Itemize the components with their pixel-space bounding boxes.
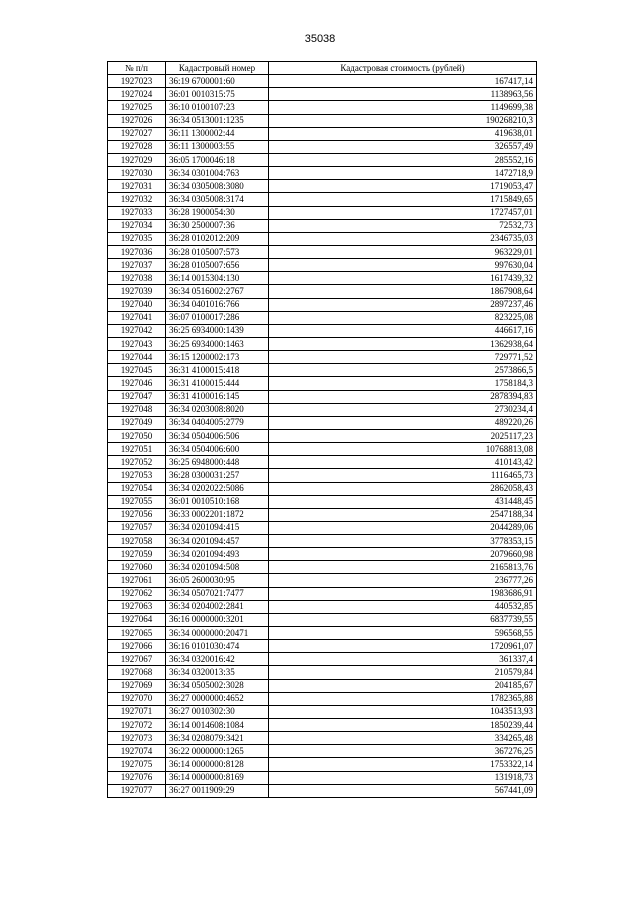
table-row bbox=[108, 180, 537, 193]
row-number: 1927075 bbox=[108, 758, 166, 771]
table-row bbox=[108, 259, 537, 272]
row-number: 1927048 bbox=[108, 403, 166, 416]
cadastral-value: 1472718,9 bbox=[269, 167, 537, 180]
cadastral-value: 1782365,88 bbox=[269, 692, 537, 705]
cadastral-value: 10768813,08 bbox=[269, 443, 537, 456]
table-row bbox=[108, 245, 537, 258]
cadastral-number: 36:05 1700046:18 bbox=[166, 153, 269, 166]
table-row bbox=[108, 719, 537, 732]
cadastral-value: 1867908,64 bbox=[269, 285, 537, 298]
cadastral-value: 1753322,14 bbox=[269, 758, 537, 771]
cadastral-number: 36:19 6700001:60 bbox=[166, 75, 269, 88]
cadastral-value: 1617439,32 bbox=[269, 272, 537, 285]
cadastral-value: 446617,16 bbox=[269, 324, 537, 337]
row-number: 1927060 bbox=[108, 561, 166, 574]
table-row bbox=[108, 311, 537, 324]
table-row bbox=[108, 627, 537, 640]
cadastral-number: 36:34 0000000:20471 bbox=[166, 627, 269, 640]
cadastral-value: 1362938,64 bbox=[269, 337, 537, 350]
cadastral-value: 1719053,47 bbox=[269, 180, 537, 193]
row-number: 1927053 bbox=[108, 469, 166, 482]
table-row bbox=[108, 167, 537, 180]
row-number: 1927062 bbox=[108, 587, 166, 600]
table-row bbox=[108, 140, 537, 153]
cadastral-value: 210579,84 bbox=[269, 666, 537, 679]
row-number: 1927045 bbox=[108, 364, 166, 377]
row-number: 1927059 bbox=[108, 548, 166, 561]
cadastral-number: 36:31 4100016:145 bbox=[166, 390, 269, 403]
table-row bbox=[108, 600, 537, 613]
row-number: 1927024 bbox=[108, 88, 166, 101]
row-number: 1927070 bbox=[108, 692, 166, 705]
row-number: 1927056 bbox=[108, 508, 166, 521]
table-row bbox=[108, 692, 537, 705]
cadastral-number: 36:34 0507021:7477 bbox=[166, 587, 269, 600]
row-number: 1927043 bbox=[108, 337, 166, 350]
header-row-number: № п/п bbox=[108, 62, 166, 75]
cadastral-number: 36:34 0201094:508 bbox=[166, 561, 269, 574]
table-row bbox=[108, 548, 537, 561]
row-number: 1927071 bbox=[108, 705, 166, 718]
cadastral-value: 2165813,76 bbox=[269, 561, 537, 574]
table-body bbox=[108, 75, 537, 798]
cadastral-value: 1720961,07 bbox=[269, 640, 537, 653]
cadastral-value: 2897237,46 bbox=[269, 298, 537, 311]
row-number: 1927030 bbox=[108, 167, 166, 180]
cadastral-number: 36:14 0000000:8169 bbox=[166, 771, 269, 784]
cadastral-number: 36:16 0101030:474 bbox=[166, 640, 269, 653]
table-row bbox=[108, 377, 537, 390]
table-row bbox=[108, 127, 537, 140]
cadastral-value: 2044289,06 bbox=[269, 521, 537, 534]
row-number: 1927036 bbox=[108, 245, 166, 258]
cadastral-number: 36:34 0301004:763 bbox=[166, 167, 269, 180]
cadastral-value: 2346735,03 bbox=[269, 232, 537, 245]
table-row bbox=[108, 285, 537, 298]
cadastral-value: 1116465,73 bbox=[269, 469, 537, 482]
cadastral-value: 167417,14 bbox=[269, 75, 537, 88]
cadastral-value: 963229,01 bbox=[269, 245, 537, 258]
cadastral-number: 36:11 1300003:55 bbox=[166, 140, 269, 153]
cadastral-value: 2862058,43 bbox=[269, 482, 537, 495]
cadastral-value: 419638,01 bbox=[269, 127, 537, 140]
table-row bbox=[108, 561, 537, 574]
row-number: 1927066 bbox=[108, 640, 166, 653]
cadastral-value: 1138963,56 bbox=[269, 88, 537, 101]
table-row bbox=[108, 482, 537, 495]
table-row bbox=[108, 114, 537, 127]
cadastral-number: 36:22 0000000:1265 bbox=[166, 745, 269, 758]
row-number: 1927029 bbox=[108, 153, 166, 166]
cadastral-value: 131918,73 bbox=[269, 771, 537, 784]
table-row bbox=[108, 705, 537, 718]
table-row bbox=[108, 495, 537, 508]
cadastral-number: 36:34 0516002:2767 bbox=[166, 285, 269, 298]
cadastral-number: 36:01 0010510:168 bbox=[166, 495, 269, 508]
cadastral-number: 36:34 0201094:493 bbox=[166, 548, 269, 561]
cadastral-number: 36:31 4100015:418 bbox=[166, 364, 269, 377]
cadastral-value: 3778353,15 bbox=[269, 535, 537, 548]
table-row bbox=[108, 613, 537, 626]
cadastral-number: 36:15 1200002:173 bbox=[166, 351, 269, 364]
row-number: 1927028 bbox=[108, 140, 166, 153]
cadastral-number: 36:07 0100017:286 bbox=[166, 311, 269, 324]
table-row bbox=[108, 101, 537, 114]
row-number: 1927041 bbox=[108, 311, 166, 324]
table-row bbox=[108, 443, 537, 456]
table-row bbox=[108, 298, 537, 311]
row-number: 1927033 bbox=[108, 206, 166, 219]
cadastral-number: 36:34 0505002:3028 bbox=[166, 679, 269, 692]
cadastral-number: 36:34 0305008:3174 bbox=[166, 193, 269, 206]
table-row bbox=[108, 219, 537, 232]
cadastral-value: 2878394,83 bbox=[269, 390, 537, 403]
cadastral-number: 36:25 6934000:1439 bbox=[166, 324, 269, 337]
cadastral-number: 36:34 0401016:766 bbox=[166, 298, 269, 311]
row-number: 1927039 bbox=[108, 285, 166, 298]
cadastral-value: 190268210,3 bbox=[269, 114, 537, 127]
cadastral-number: 36:30 2500007:36 bbox=[166, 219, 269, 232]
row-number: 1927034 bbox=[108, 219, 166, 232]
cadastral-value: 440532,85 bbox=[269, 600, 537, 613]
cadastral-value: 236777,26 bbox=[269, 574, 537, 587]
table-row bbox=[108, 364, 537, 377]
cadastral-value: 2025117,23 bbox=[269, 429, 537, 442]
table-row bbox=[108, 416, 537, 429]
cadastral-value: 823225,08 bbox=[269, 311, 537, 324]
cadastral-value: 285552,16 bbox=[269, 153, 537, 166]
cadastral-number: 36:16 0000000:3201 bbox=[166, 613, 269, 626]
table-row bbox=[108, 324, 537, 337]
table-row bbox=[108, 390, 537, 403]
row-number: 1927051 bbox=[108, 443, 166, 456]
row-number: 1927049 bbox=[108, 416, 166, 429]
row-number: 1927037 bbox=[108, 259, 166, 272]
table-row bbox=[108, 574, 537, 587]
table-row bbox=[108, 758, 537, 771]
row-number: 1927035 bbox=[108, 232, 166, 245]
row-number: 1927040 bbox=[108, 298, 166, 311]
table-row bbox=[108, 403, 537, 416]
table-row bbox=[108, 351, 537, 364]
cadastral-number: 36:10 0100107:23 bbox=[166, 101, 269, 114]
cadastral-number: 36:34 0305008:3080 bbox=[166, 180, 269, 193]
cadastral-number: 36:34 0208079:3421 bbox=[166, 732, 269, 745]
table-row bbox=[108, 587, 537, 600]
page-number: 35038 bbox=[304, 33, 336, 45]
cadastral-value: 367276,25 bbox=[269, 745, 537, 758]
row-number: 1927064 bbox=[108, 613, 166, 626]
row-number: 1927057 bbox=[108, 521, 166, 534]
header-cadastral-value: Кадастровая стоимость (рублей) bbox=[269, 62, 537, 75]
table-row bbox=[108, 193, 537, 206]
row-number: 1927025 bbox=[108, 101, 166, 114]
row-number: 1927054 bbox=[108, 482, 166, 495]
cadastral-value: 1715849,65 bbox=[269, 193, 537, 206]
table-row bbox=[108, 535, 537, 548]
cadastral-value: 1758184,3 bbox=[269, 377, 537, 390]
row-number: 1927061 bbox=[108, 574, 166, 587]
cadastral-value: 6837739,55 bbox=[269, 613, 537, 626]
row-number: 1927044 bbox=[108, 351, 166, 364]
cadastral-number: 36:34 0320016:42 bbox=[166, 653, 269, 666]
cadastral-value: 361337,4 bbox=[269, 653, 537, 666]
row-number: 1927031 bbox=[108, 180, 166, 193]
table-row bbox=[108, 653, 537, 666]
cadastral-number: 36:34 0203008:8020 bbox=[166, 403, 269, 416]
table-row bbox=[108, 88, 537, 101]
cadastral-number: 36:34 0404005:2779 bbox=[166, 416, 269, 429]
table-row bbox=[108, 508, 537, 521]
row-number: 1927077 bbox=[108, 784, 166, 797]
header-cadastral-number: Кадастровый номер bbox=[166, 62, 269, 75]
cadastral-number: 36:27 0010302:30 bbox=[166, 705, 269, 718]
row-number: 1927027 bbox=[108, 127, 166, 140]
table-row bbox=[108, 75, 537, 88]
row-number: 1927026 bbox=[108, 114, 166, 127]
cadastral-value: 431448,45 bbox=[269, 495, 537, 508]
cadastral-number: 36:31 4100015:444 bbox=[166, 377, 269, 390]
cadastral-value: 997630,04 bbox=[269, 259, 537, 272]
row-number: 1927052 bbox=[108, 456, 166, 469]
row-number: 1927050 bbox=[108, 429, 166, 442]
row-number: 1927073 bbox=[108, 732, 166, 745]
cadastral-number: 36:11 1300002:44 bbox=[166, 127, 269, 140]
cadastral-number: 36:28 1900054:30 bbox=[166, 206, 269, 219]
cadastral-number: 36:28 0300031:257 bbox=[166, 469, 269, 482]
table-row bbox=[108, 771, 537, 784]
cadastral-number: 36:34 0201094:415 bbox=[166, 521, 269, 534]
table-row bbox=[108, 784, 537, 797]
table-row bbox=[108, 521, 537, 534]
cadastral-number: 36:34 0320013:35 bbox=[166, 666, 269, 679]
row-number: 1927063 bbox=[108, 600, 166, 613]
cadastral-number: 36:27 0000000:4652 bbox=[166, 692, 269, 705]
row-number: 1927058 bbox=[108, 535, 166, 548]
cadastral-value: 1983686,91 bbox=[269, 587, 537, 600]
cadastral-number: 36:01 0010315:75 bbox=[166, 88, 269, 101]
cadastral-number: 36:34 0201094:457 bbox=[166, 535, 269, 548]
row-number: 1927038 bbox=[108, 272, 166, 285]
row-number: 1927023 bbox=[108, 75, 166, 88]
row-number: 1927067 bbox=[108, 653, 166, 666]
cadastral-value: 729771,52 bbox=[269, 351, 537, 364]
cadastral-value: 567441,09 bbox=[269, 784, 537, 797]
cadastral-number: 36:34 0202022:5086 bbox=[166, 482, 269, 495]
table-row bbox=[108, 640, 537, 653]
cadastral-value: 204185,67 bbox=[269, 679, 537, 692]
table-row bbox=[108, 469, 537, 482]
cadastral-value: 596568,55 bbox=[269, 627, 537, 640]
cadastral-number: 36:28 0102012:209 bbox=[166, 232, 269, 245]
cadastral-value: 1727457,01 bbox=[269, 206, 537, 219]
table-row bbox=[108, 206, 537, 219]
cadastral-number: 36:34 0204002:2841 bbox=[166, 600, 269, 613]
cadastral-value: 326557,49 bbox=[269, 140, 537, 153]
row-number: 1927032 bbox=[108, 193, 166, 206]
cadastral-value: 334265,48 bbox=[269, 732, 537, 745]
table-row bbox=[108, 337, 537, 350]
table-row bbox=[108, 153, 537, 166]
cadastral-value: 2079660,98 bbox=[269, 548, 537, 561]
row-number: 1927047 bbox=[108, 390, 166, 403]
row-number: 1927046 bbox=[108, 377, 166, 390]
row-number: 1927068 bbox=[108, 666, 166, 679]
cadastral-value-table bbox=[107, 61, 537, 798]
row-number: 1927076 bbox=[108, 771, 166, 784]
cadastral-value: 2573866,5 bbox=[269, 364, 537, 377]
row-number: 1927074 bbox=[108, 745, 166, 758]
table-row bbox=[108, 272, 537, 285]
cadastral-number: 36:28 0105007:656 bbox=[166, 259, 269, 272]
table-header bbox=[108, 62, 537, 75]
cadastral-number: 36:14 0014608:1084 bbox=[166, 719, 269, 732]
table-row bbox=[108, 732, 537, 745]
table-row bbox=[108, 745, 537, 758]
table-row bbox=[108, 429, 537, 442]
cadastral-value: 1149699,38 bbox=[269, 101, 537, 114]
cadastral-number: 36:05 2600030:95 bbox=[166, 574, 269, 587]
cadastral-number: 36:25 6934000:1463 bbox=[166, 337, 269, 350]
cadastral-value: 489220,26 bbox=[269, 416, 537, 429]
cadastral-value: 2547188,34 bbox=[269, 508, 537, 521]
row-number: 1927042 bbox=[108, 324, 166, 337]
cadastral-number: 36:33 0002201:1872 bbox=[166, 508, 269, 521]
row-number: 1927069 bbox=[108, 679, 166, 692]
cadastral-number: 36:14 0015304:130 bbox=[166, 272, 269, 285]
cadastral-number: 36:34 0513001:1235 bbox=[166, 114, 269, 127]
header-row bbox=[108, 62, 537, 75]
cadastral-number: 36:14 0000000:8128 bbox=[166, 758, 269, 771]
cadastral-number: 36:34 0504006:600 bbox=[166, 443, 269, 456]
row-number: 1927055 bbox=[108, 495, 166, 508]
row-number: 1927065 bbox=[108, 627, 166, 640]
row-number: 1927072 bbox=[108, 719, 166, 732]
table-row bbox=[108, 456, 537, 469]
cadastral-value: 410143,42 bbox=[269, 456, 537, 469]
cadastral-number: 36:25 6948000:448 bbox=[166, 456, 269, 469]
cadastral-number: 36:27 0011909:29 bbox=[166, 784, 269, 797]
cadastral-number: 36:28 0105007:573 bbox=[166, 245, 269, 258]
cadastral-value: 2730234,4 bbox=[269, 403, 537, 416]
cadastral-value: 72532,73 bbox=[269, 219, 537, 232]
table-row bbox=[108, 232, 537, 245]
table-row bbox=[108, 666, 537, 679]
cadastral-number: 36:34 0504006:506 bbox=[166, 429, 269, 442]
table-row bbox=[108, 679, 537, 692]
cadastral-value: 1043513,93 bbox=[269, 705, 537, 718]
cadastral-value: 1850239,44 bbox=[269, 719, 537, 732]
